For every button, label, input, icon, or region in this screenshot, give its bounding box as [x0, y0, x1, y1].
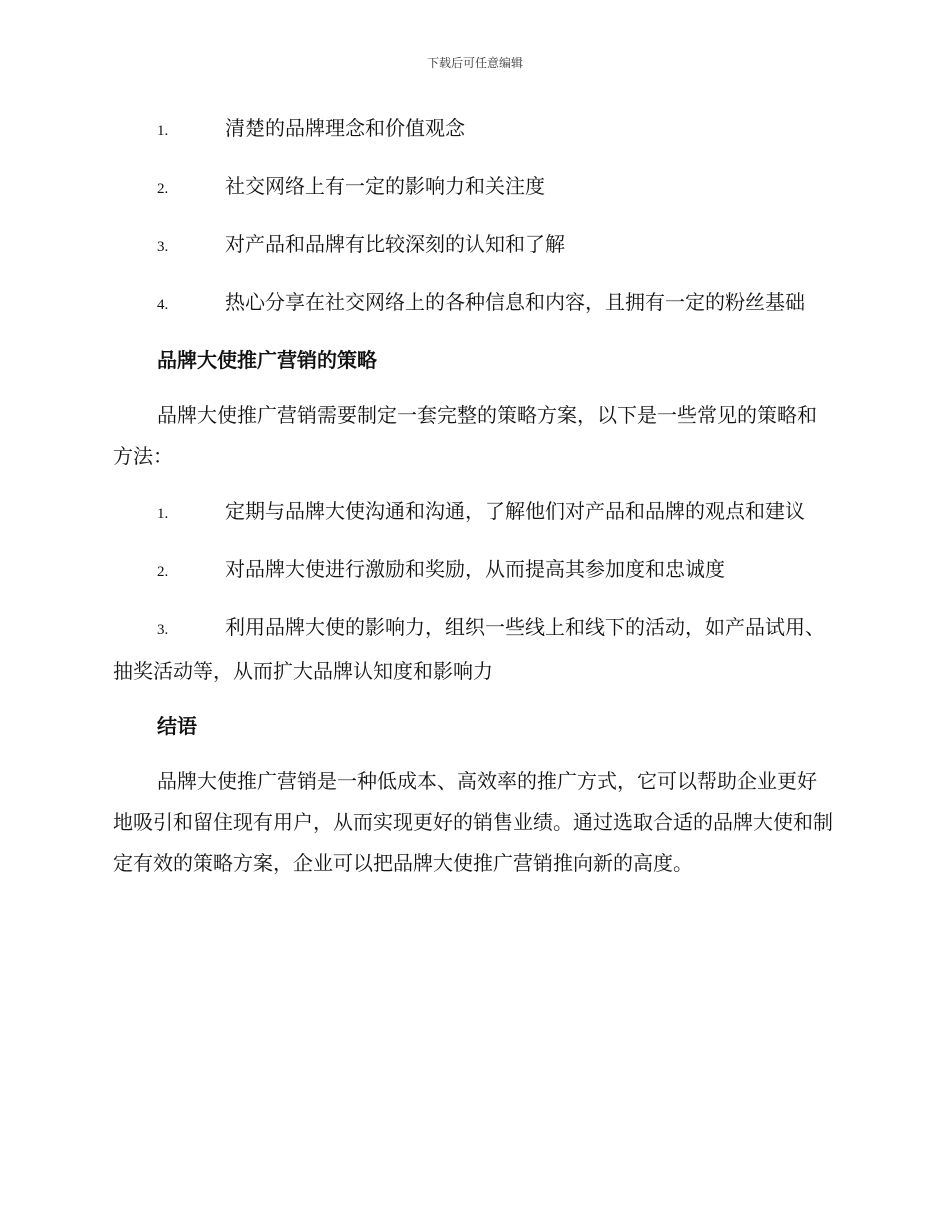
list-item [113, 224, 833, 268]
list-item [113, 108, 833, 152]
list-item [113, 282, 833, 326]
list-item-number: 2. [157, 181, 169, 197]
conclusion-paragraph: 品牌大使推广营销是一种低成本、高效率的推广方式，它可以帮助企业更好地吸引和留住现有用户，从而实现更好的销售业绩。通过选取合适的品牌大使和制定有效的策略方案，企业可以把品牌大使推广营销推向新的高度。 [113, 769, 833, 875]
list-item-text: 定期与品牌大使沟通和沟通，了解他们对产品和品牌的观点和建议 [225, 499, 805, 523]
list-item [113, 607, 833, 692]
list-item [113, 166, 833, 210]
list-item-number: 3. [157, 622, 169, 638]
list-item-text: 利用品牌大使的影响力，组织一些线上和线下的活动，如产品试用、抽奖活动等，从而扩大品牌认知度和影响力 [113, 615, 825, 683]
list-item [113, 549, 833, 593]
list-item-number: 1. [157, 123, 169, 139]
list-item-number: 1. [157, 506, 169, 522]
section-heading-conclusion: 结语 [157, 714, 197, 738]
document-body [113, 108, 833, 898]
list-item-number: 3. [157, 239, 169, 255]
list-item [113, 491, 833, 535]
list-item-number: 4. [157, 297, 169, 313]
list-item-text: 热心分享在社交网络上的各种信息和内容，且拥有一定的粉丝基础 [225, 290, 805, 314]
section-heading-strategy: 品牌大使推广营销的策略 [157, 348, 377, 372]
list-item-text: 社交网络上有一定的影响力和关注度 [225, 174, 545, 198]
list-item-text: 清楚的品牌理念和价值观念 [225, 116, 465, 140]
section-intro-paragraph: 品牌大使推广营销需要制定一套完整的策略方案，以下是一些常见的策略和方法： [113, 403, 817, 468]
list-item-text: 对品牌大使进行激励和奖励，从而提高其参加度和忠诚度 [225, 557, 725, 581]
list-item-number: 2. [157, 564, 169, 580]
page-header: 下载后可任意编辑 [426, 56, 523, 70]
list-item-text: 对产品和品牌有比较深刻的认知和了解 [225, 232, 565, 256]
